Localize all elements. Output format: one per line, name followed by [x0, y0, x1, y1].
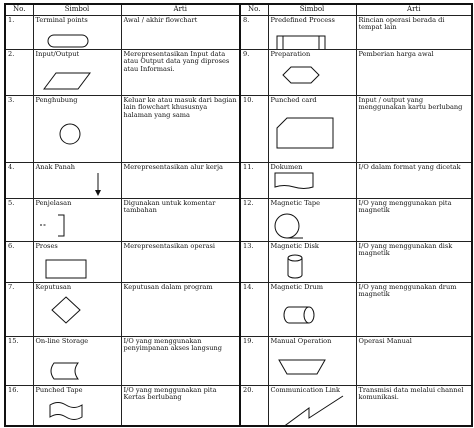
- table-row: [5, 49, 472, 95]
- symbol-cell: [268, 282, 356, 336]
- symbol-cell: [33, 198, 121, 241]
- symbol-name: Predefined Process: [270, 15, 335, 24]
- symbol-name: Communication Link: [270, 385, 341, 394]
- symbol-name: On-line Storage: [35, 336, 89, 345]
- row-number: 1.: [5, 15, 33, 49]
- table-row: [5, 282, 472, 336]
- symbol-name: Input/Output: [35, 49, 80, 58]
- symbol-name: Keputusan: [35, 282, 72, 291]
- symbol-name: Terminal points: [35, 15, 88, 24]
- row-number: 10.: [240, 95, 268, 162]
- row-number: 19.: [240, 336, 268, 385]
- symbol-meaning: Merepresentasikan operasi: [121, 241, 240, 282]
- table-row: [5, 162, 472, 198]
- symbol-cell: [33, 385, 121, 426]
- table-row: [5, 336, 472, 385]
- symbol-cell: [33, 49, 121, 95]
- symbol-cell: [268, 162, 356, 198]
- symbol-cell: [268, 241, 356, 282]
- symbol-cell: [33, 282, 121, 336]
- symbol-meaning: Merepresentasikan Input data atau Output data yang diproses atau Informasi.: [121, 49, 240, 95]
- symbol-meaning: Pemberian harga awal: [356, 49, 472, 95]
- symbol-cell: [268, 198, 356, 241]
- symbol-name: Magnetic Drum: [270, 282, 324, 291]
- row-number: 20.: [240, 385, 268, 426]
- symbol-meaning: I/O yang menggunakan pita magnetik: [356, 198, 472, 241]
- row-number: 11.: [240, 162, 268, 198]
- symbol-cell: [268, 49, 356, 95]
- table-row: [5, 95, 472, 162]
- header-no-left: No.: [5, 4, 33, 15]
- punched-card-symbol-icon: [269, 96, 356, 162]
- symbol-meaning: Operasi Manual: [356, 336, 472, 385]
- symbol-meaning: I/O yang menggunakan pita Kertas berlubang: [121, 385, 240, 426]
- symbol-meaning: I/O yang menggunakan penyimpanan akses langsung: [121, 336, 240, 385]
- header-symbol-left: Simbol: [33, 4, 121, 15]
- row-number: 16.: [5, 385, 33, 426]
- symbol-meaning: Input / output yang menggunakan kartu berlubang: [356, 95, 472, 162]
- row-number: 4.: [5, 162, 33, 198]
- table-row: [5, 198, 472, 241]
- symbol-name: Penjelasan: [35, 198, 72, 207]
- row-number: 14.: [240, 282, 268, 336]
- header-row: [5, 4, 472, 15]
- row-number: 6.: [5, 241, 33, 282]
- flowchart-symbol-table: [4, 3, 473, 427]
- row-number: 15.: [5, 336, 33, 385]
- symbol-meaning: I/O yang menggunakan disk magnetik: [356, 241, 472, 282]
- symbol-name: Magnetic Tape: [270, 198, 321, 207]
- row-number: 3.: [5, 95, 33, 162]
- symbol-meaning: I/O dalam format yang dicetak: [356, 162, 472, 198]
- symbol-name: Anak Panah: [35, 162, 76, 171]
- symbol-meaning: Merepresentasikan alur kerja: [121, 162, 240, 198]
- symbol-meaning: Transmisi data melalui channel komunikasi.: [356, 385, 472, 426]
- header-meaning-left: Arti: [121, 4, 240, 15]
- symbol-cell: [33, 15, 121, 49]
- table-row: [5, 241, 472, 282]
- symbol-cell: [33, 241, 121, 282]
- table-row: [5, 15, 472, 49]
- row-number: 5.: [5, 198, 33, 241]
- symbol-cell: [33, 95, 121, 162]
- symbol-name: Proses: [35, 241, 58, 250]
- table-row: [5, 385, 472, 426]
- symbol-meaning: I/O yang menggunakan drum magnetik: [356, 282, 472, 336]
- row-number: 8.: [240, 15, 268, 49]
- symbol-name: Penghubung: [35, 95, 78, 104]
- symbol-cell: [268, 95, 356, 162]
- row-number: 13.: [240, 241, 268, 282]
- symbol-name: Punched Tape: [35, 385, 83, 394]
- header-meaning-right: Arti: [356, 4, 472, 15]
- row-number: 9.: [240, 49, 268, 95]
- symbol-meaning: Keluar ke atau masuk dari bagian lain flowchart khususnya halaman yang sama: [121, 95, 240, 162]
- symbol-cell: [268, 336, 356, 385]
- header-no-right: No.: [240, 4, 268, 15]
- row-number: 7.: [5, 282, 33, 336]
- header-symbol-right: Simbol: [268, 4, 356, 15]
- symbol-name: Manual Operation: [270, 336, 332, 345]
- symbol-name: Magnetic Disk: [270, 241, 319, 250]
- symbol-meaning: Awal / akhir flowchart: [121, 15, 240, 49]
- symbol-name: Punched card: [270, 95, 317, 104]
- symbol-name: Dokumen: [270, 162, 303, 171]
- symbol-meaning: Rincian operasi berada di tempat lain: [356, 15, 472, 49]
- row-number: 12.: [240, 198, 268, 241]
- symbol-meaning: Keputusan dalam program: [121, 282, 240, 336]
- symbol-name: Preparation: [270, 49, 311, 58]
- symbol-cell: [268, 15, 356, 49]
- symbol-cell: [33, 162, 121, 198]
- symbol-meaning: Digunakan untuk komentar tambahan: [121, 198, 240, 241]
- symbol-cell: [268, 385, 356, 426]
- connector-symbol-icon: [34, 96, 121, 162]
- row-number: 2.: [5, 49, 33, 95]
- symbol-cell: [33, 336, 121, 385]
